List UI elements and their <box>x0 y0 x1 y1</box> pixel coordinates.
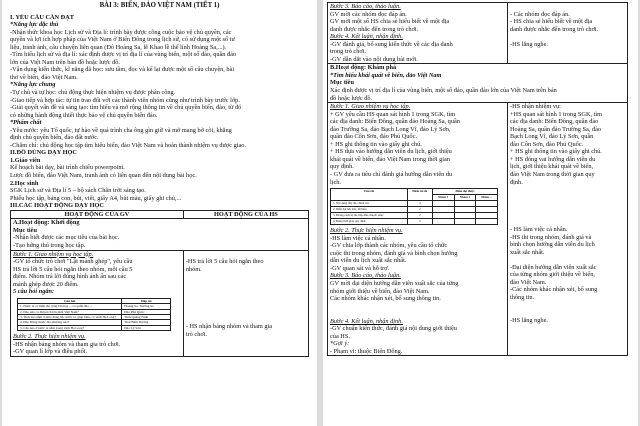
text-line: đảo Việt Nam. <box>510 278 547 286</box>
left-page <box>2 0 317 426</box>
text-line: điểm. Nhóm trả lời đúng hình ảnh ẩn sau các <box>13 273 127 281</box>
text-line: HS trả lời 5 câu hỏi ngắn theo nhóm, mỗi câu 5 <box>13 265 133 273</box>
text-line: GV mời các nhóm đọc đáp án. <box>330 10 407 18</box>
step-line: Bước 4. Kết luận, nhận định. <box>330 33 403 41</box>
table-row <box>18 325 171 330</box>
step-line: Bước 3. Báo cáo, thảo luận. <box>330 272 401 280</box>
text-line: + HS đóng vai hướng dẫn viên du <box>510 155 596 163</box>
group-header: Nhóm 1 <box>432 195 454 201</box>
criteria-text: 1. Nội dung đầy đủ, chính xác <box>331 201 408 207</box>
max-score-header: Điểm tối đa <box>407 189 432 201</box>
text-line: trò chơi. <box>185 330 207 338</box>
text-line: liệu, tranh ảnh, câu chuyện liên quan (Đô Hoàng Sa, lễ Khao lề thế lính Hoàng Sa,...). <box>10 43 227 51</box>
text-line: bình chọn hướng dẫn viên du lịch <box>510 241 595 249</box>
criteria-header: Tiêu chí <box>331 189 408 201</box>
text-line: -GV chia lớp thành các nhóm, yêu cầu tổ chức <box>330 242 448 250</box>
text-line: danh được nhắc đến trong trò chơi. <box>510 25 599 33</box>
text-line: lịch. <box>330 178 342 186</box>
criteria-table <box>330 188 498 225</box>
text-line: -HS trả lời 5 câu hỏi ngắn theo <box>185 258 264 265</box>
quiz-question: 3. Tỉnh nào nằm ở phía đông bắc nước ta, giáp biển, có vịnh Hạ Long? <box>18 315 122 320</box>
criteria-max: 2 <box>407 219 432 225</box>
text-line: đảo Việt Nam trong thời gian quy <box>510 171 595 179</box>
text-line: -GV dẫn dắt vào nội dung bài mới. <box>330 55 418 63</box>
student-activity-header: HOẠT ĐỘNG CỦA HS <box>183 210 308 219</box>
quiz-table <box>17 298 171 331</box>
text-line: -HS làm việc cá nhân. <box>330 234 386 242</box>
text-line: -Giải quyết vấn đề và sáng tạo: tìm hiểu và mở rộng thông tin về chủ quyền biển, đảo, từ đó <box>10 104 242 112</box>
qualities-heading: *Phẩm chất <box>10 119 42 127</box>
student-materials-heading: 2.Học sinh <box>10 179 39 187</box>
quiz-question: 5. Câu nào ở nước ta nằm trong vịnh Hạ Long? <box>18 325 122 330</box>
text-line: -Đại diện hướng dẫn viên xuất sắc <box>510 263 597 271</box>
warmup-heading: A.Hoạt động: Khởi động <box>13 219 80 227</box>
text-line: -HS nhận nhiệm vụ: <box>510 103 561 111</box>
text-line: - Phạm vi: thuộc Biển Đông. <box>330 347 403 355</box>
teacher-activity-header: HOẠT ĐỘNG CỦA GV <box>11 210 184 219</box>
quiz-question-header: Câu hỏi <box>18 298 122 303</box>
text-line: + HS ghi thông tin vào giấy ghi chú. <box>510 148 602 156</box>
text-line: -GV quan lí lớp và điều phối. <box>13 348 88 356</box>
text-line: -Giao tiếp và hợp tác: tự tin trao đổi với các thành viên nhóm cũng như trình bày trước lớp. <box>10 96 240 104</box>
qualities-list <box>10 127 309 150</box>
criteria-max: 2 <box>407 207 432 213</box>
text-line: -Các nhóm khác nhận xét, bổ sung <box>510 286 598 294</box>
text-line: lớn của Việt Nam trên bản đồ hoặc lược đồ. <box>10 58 120 66</box>
text-line: GV mời đại diện hướng dẫn viên xuất sắc của từng <box>330 279 459 287</box>
text-line: -Vận dụng kiến thức, kĩ năng đã học: sưu tầm, đọc và kể lại được một số câu chuyện, bài <box>10 66 235 74</box>
explore-heading: B.Hoạt động: Khám phá <box>330 64 397 72</box>
step-line: Bước 3. Báo cáo, thảo luận. <box>330 3 401 10</box>
quiz-answer: Đảo Phú Quốc <box>122 309 171 314</box>
explore-objectives-cell <box>328 64 628 103</box>
text-line: thơ về biển, đảo Việt Nam. <box>10 73 78 81</box>
text-line: quyền và lợi ích hợp pháp của Việt Nam ở Biển Đông trong lịch sử, có sử dụng một số tư <box>10 36 235 44</box>
score-cell[interactable] <box>432 219 454 225</box>
text-line: -Nhận biết được các mục tiêu của bài học. <box>13 234 120 242</box>
text-line: -HS nhận bảng nhóm và tham gia trò chơi. <box>13 340 121 348</box>
text-line: -Tự chủ và tự học: chủ động thực hiện nhiệm vụ được phân công. <box>10 89 176 97</box>
explore-subheading: *Tìm hiểu khái quát về biển, đảo Việt Nam <box>330 71 442 79</box>
quiz-answer-header: Đáp án <box>122 298 171 303</box>
score-header: Điểm đạt được <box>432 189 497 195</box>
specific-competence-heading: *Năng lực đặc thù <box>10 21 59 29</box>
lesson-title: BÀI 3: BIỂN, ĐẢO VIỆT NAM (TIẾT 1) <box>99 2 220 9</box>
text-line: + GV yêu cầu HS quan sát hình 1 trong SGK, tìm <box>330 110 456 118</box>
text-line: mảnh ghép được 20 điểm. <box>13 280 79 288</box>
criteria-text: 4. Đúng thời gian quy định <box>331 219 408 225</box>
text-line: -Chăm chỉ: chủ động học tập tìm hiểu biển, đảo Việt Nam và hoàn thành nhiệm vụ được giao. <box>10 141 247 149</box>
text-line: cuộc thi trong nhóm, đánh giá và bình chọn hướng <box>330 249 458 257</box>
text-line: -Yêu nước: yêu Tổ quốc, tự hào về quá trình cha ông gìn giữ và mở mang bờ cõi, khẳng <box>10 126 232 134</box>
quiz-answer: Thái Bình Dương <box>122 320 171 325</box>
score-cell[interactable] <box>476 219 498 225</box>
text-line: Xác định được vị trí địa lí của vùng biển, một số đảo, quần đảo lớn của Việt Nam trên bản <box>330 87 557 95</box>
text-line: các địa danh: Biển Đông, quần đảo Hoàng Sa, quần <box>330 118 460 126</box>
text-line: +HS quan sát hình 1 trong SGK, tìm <box>510 110 603 118</box>
quiz-label: 5 câu hỏi ngắn: <box>13 288 55 296</box>
text-line: quy định. <box>330 163 354 171</box>
objectives-label: Mục tiêu <box>13 226 37 234</box>
activities-table-continued <box>327 2 628 356</box>
text-line: SGK Lịch sử và Địa lí 5 – bộ sách Chân trời sáng tạo. <box>10 187 146 195</box>
table-row <box>18 315 171 320</box>
quiz-question: 1. Nước ta có lãnh thổ rộng lớn hay ... có quần đảo ... <box>18 304 122 309</box>
teacher-activity-cell <box>11 250 184 356</box>
text-line: -GV tổ chức trò chơi "Lật mảnh ghép", yêu cầu <box>13 258 133 266</box>
text-line: -HS thi trong nhóm, đánh giá và <box>510 233 592 241</box>
group-header: Nhóm 2 <box>454 195 476 201</box>
text-line: - HS chia sẻ hiểu biết về một địa <box>510 18 593 26</box>
text-line: + HS ghi thông tin vào giấy ghi chú. <box>330 140 422 148</box>
quiz-answer: Đảo Lý Sơn <box>122 325 171 330</box>
text-line: GV mời một số HS chia sẻ hiểu biết về một địa <box>330 18 450 26</box>
text-line: trong trò chơi. <box>330 48 367 56</box>
table-row <box>331 219 498 225</box>
step-line: Bước 1. Giao nhiệm vụ học tập. <box>330 103 411 111</box>
text-line: xuất sắc nhất. <box>510 248 545 256</box>
criteria-text: 2. Diễn đạt lưu loát, dễ hiểu <box>331 207 408 213</box>
criteria-text: 3. Phong cách tự tin, hấp dẫn, thuyết phục <box>331 213 408 219</box>
text-line: danh được nhắc đến trong trò chơi. <box>330 25 419 33</box>
text-line: Các nhóm khác nhận xét, bổ sung thông tin. <box>330 295 441 303</box>
quiz-answer: Hoàng Sa, Trường Sa <box>122 304 171 309</box>
text-line: định chủ quyền biển, đảo đất nước. <box>10 134 99 142</box>
activities-table <box>10 210 309 357</box>
teacher-activity-cell <box>328 3 508 64</box>
section-activities-heading: III.CÁC HOẠT ĐỘNG DẠY HỌC <box>10 202 104 210</box>
text-line: nhóm giới thiệu về biển, đảo Việt Nam. <box>330 287 430 295</box>
text-line: đồ hoặc lược đồ. <box>330 94 373 102</box>
text-line: đảo Côn Sơn, đảo Phú Quốc. <box>510 140 584 148</box>
text-line: của từng nhóm giới thiệu về biển, <box>510 271 595 279</box>
text-line: Bạch Long Vĩ, đảo Lý Sơn, quần <box>510 133 594 141</box>
text-line: khái quát về biển, đảo Việt Nam trong thời gian <box>330 155 451 163</box>
objectives-label: Mục tiêu <box>330 79 354 87</box>
text-line: - HS làm việc cá nhân. <box>510 226 568 234</box>
quiz-question: 4. Đảo Đông thuộc địa phương nào? <box>18 320 122 325</box>
text-line: quần đảo Côn Sơn, đảo Phú Quốc. <box>330 133 417 141</box>
text-line: Kế hoạch bài dạy, bài trình chiếu powerpoint. <box>10 164 125 172</box>
group-header: Nhóm ... <box>476 195 498 201</box>
student-activity-cell <box>508 3 628 64</box>
text-line: dẫn viên du lịch xuất sắc nhất. <box>330 257 407 265</box>
text-line: -HS lắng nghe. <box>510 40 548 48</box>
teacher-activity-cell <box>328 103 508 356</box>
step-line: Bước 4. Kết luận, nhận định. <box>330 317 403 325</box>
text-line: lịch, giới thiệu khái quát về biển, <box>510 163 594 171</box>
text-line: -GV chuẩn kiến thức, đánh giá nội dung giới thiệu <box>330 325 457 333</box>
criteria-max: 4 <box>407 201 432 207</box>
text-line: -Tìm hiểu lịch sử và địa lí: xác định được vị trí địa lí của vùng biển, một số đảo, quần đảo <box>10 51 237 59</box>
section-requirements-heading: I. YÊU CẦU CẦN ĐẠT <box>10 13 74 21</box>
step-line: Bước 1. Giao nhiệm vụ học tập. <box>13 250 94 258</box>
text-line: -HS lắng nghe. <box>510 316 548 324</box>
step-line: Bước 2. Thực hiện nhiệm vụ. <box>13 333 86 341</box>
text-line: -GV đánh giá, bổ sung kiến thức về các địa danh <box>330 40 453 48</box>
text-line: - Các nhóm đọc đáp án. <box>510 10 570 18</box>
hint-label: *Gợi ý: <box>330 340 350 348</box>
quiz-answer: Tỉnh Quảng Ninh <box>122 315 171 320</box>
general-competence-heading: *Năng lực chung <box>10 81 56 89</box>
text-line: -Tạo hứng thú trong học tập. <box>13 241 86 249</box>
text-line: Phiếu học tập, bảng con, bút, viết, giấy A4, bút màu, giấy ghi chú,... <box>10 194 182 202</box>
general-competence-list <box>10 89 309 119</box>
warmup-objectives-cell <box>11 219 309 250</box>
text-line: - HS nhận bảng nhóm và tham gia <box>185 323 273 331</box>
step-line: Bước 2. Thực hiện nhiệm vụ. <box>330 227 403 235</box>
right-page <box>323 0 638 426</box>
student-activity-cell <box>183 250 308 356</box>
text-line: đảo Trường Sa, đảo Bạch Long Vĩ, đảo Lý Sơn, <box>330 125 451 133</box>
text-line: + HS dựa vào hướng dẫn viên du lịch, giới thiệu <box>330 148 452 156</box>
quiz-question: 2. Đảo nào có diện tích lớn nhất Việt Nam? <box>18 309 122 314</box>
text-line: Hoàng Sa, quần đảo Trường Sa, đảo <box>510 125 602 133</box>
text-line: của HS. <box>330 332 350 340</box>
text-line: Lược đồ biển, đảo Việt Nam, tranh ảnh có liên quan đến nội dung bài học. <box>10 172 197 180</box>
text-line: -GV quan sát và hỗ trợ. <box>330 264 390 272</box>
section-materials-heading: II.ĐỒ DÙNG DẠY HỌC <box>10 149 77 157</box>
text-line: - GV đưa ra tiêu chí đánh giá hướng dẫn viên du <box>330 171 453 179</box>
teacher-materials-heading: 1.Giáo viên <box>10 156 41 164</box>
text-line: định. <box>510 178 523 186</box>
text-line: nhóm. <box>185 265 202 273</box>
text-line: thông tin. <box>510 294 535 301</box>
specific-competence-list <box>10 29 309 82</box>
text-line: các địa danh: Biển Đông, quần đảo <box>510 118 599 126</box>
text-line: có những hành động thiết thực bảo vệ chủ quyền biển đảo. <box>10 111 158 119</box>
student-activity-cell <box>508 103 628 356</box>
criteria-max: 2 <box>407 213 432 219</box>
score-cell[interactable] <box>454 219 476 225</box>
text-line: -Nhận thức khoa học Lịch sử và Địa lí: trình bày được công cuộc bảo vệ chủ quyền, các <box>10 28 232 36</box>
